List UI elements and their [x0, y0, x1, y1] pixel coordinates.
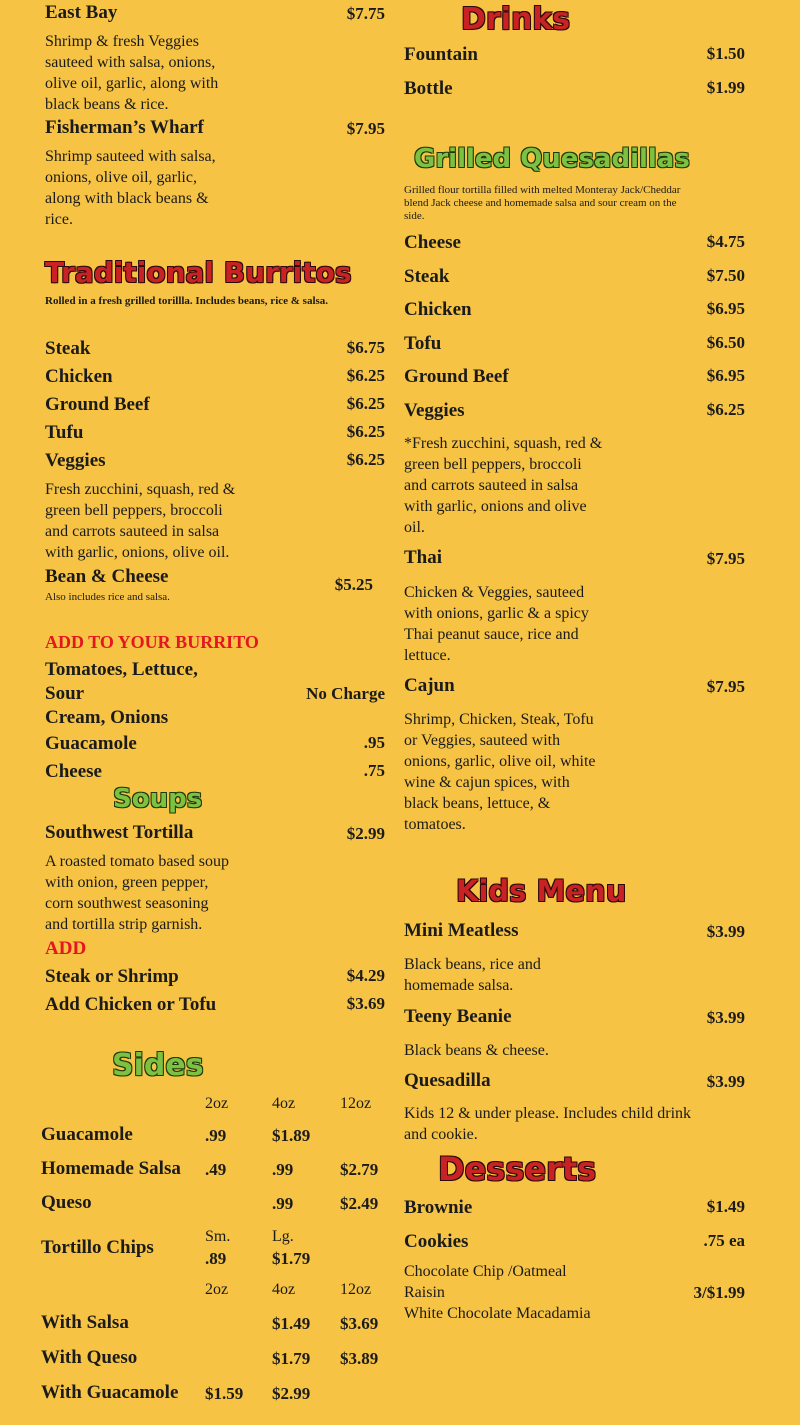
desc-line: olive oil, garlic, along with	[45, 75, 219, 92]
side-name: With Guacamole	[41, 1382, 179, 1403]
chips-price-small: .89	[205, 1249, 227, 1268]
chips-size-large: Lg.	[272, 1228, 294, 1245]
sides-col-12oz: 12oz	[340, 1281, 372, 1298]
item-price: $4.29	[346, 966, 385, 985]
item-price: $6.95	[706, 299, 745, 319]
section-title-desserts: Desserts	[438, 1150, 597, 1188]
subtitle-line: Grilled flour tortilla filled with melted Monteray Jack/Cheddar	[404, 184, 681, 196]
menu-item-note: Also includes rice and salsa.	[45, 591, 170, 603]
side-name: Homemade Salsa	[41, 1158, 181, 1179]
desc-line: black beans, lettuce, &	[404, 795, 551, 812]
desc-line: Chicken & Veggies, sauteed	[404, 584, 585, 601]
item-price: $6.95	[706, 366, 745, 386]
desc-line: along with black beans &	[45, 190, 209, 207]
side-price-4oz: $1.79	[272, 1349, 311, 1368]
desc-line: lettuce.	[404, 647, 451, 664]
item-name: Veggies	[45, 450, 106, 471]
list-item	[404, 78, 745, 112]
desc-line: onions, garlic, olive oil, white	[404, 753, 596, 770]
item-price: $6.25	[346, 450, 385, 469]
item-price: $6.25	[346, 394, 385, 413]
subtitle-line: side.	[404, 210, 425, 222]
menu-item-name: Cajun	[404, 675, 455, 696]
side-price-2oz: .49	[205, 1160, 227, 1179]
section-subtitle	[404, 184, 680, 223]
menu-item-description	[45, 31, 218, 115]
desc-line: with onion, green pepper,	[45, 874, 209, 891]
item-name: Veggies	[404, 399, 465, 421]
desc-line: and carrots sauteed in salsa	[404, 477, 579, 494]
item-price: $3.69	[346, 994, 385, 1013]
cookie-flavors	[404, 1261, 591, 1324]
list-item	[404, 266, 745, 300]
desc-line: black beans & rice.	[45, 96, 169, 113]
menu-item-description	[404, 954, 541, 996]
section-title-sides: Sides	[112, 1048, 204, 1083]
menu-item-description	[404, 1103, 691, 1145]
desc-line: rice.	[45, 211, 73, 228]
side-price-2oz: $1.59	[205, 1384, 244, 1403]
list-item	[45, 394, 385, 422]
desc-line: A roasted tomato based soup	[45, 853, 229, 870]
section-title-kids: Kids Menu	[456, 874, 627, 908]
item-price: $1.49	[706, 1197, 745, 1216]
menu-item-price: $5.25	[334, 575, 373, 594]
list-item	[45, 422, 385, 450]
subtitle-line: blend Jack cheese and homemade salsa and sour cream on the	[404, 197, 677, 209]
side-name: Tortillo Chips	[41, 1237, 154, 1258]
item-price: $1.99	[706, 78, 745, 97]
list-item	[404, 232, 745, 266]
item-price: $4.75	[706, 232, 745, 251]
side-name: Guacamole	[41, 1124, 133, 1145]
desc-line: and tortilla strip garnish.	[45, 916, 203, 933]
topping-line: Cream, Onions	[45, 707, 169, 728]
desc-line: Thai peanut sauce, rice and	[404, 626, 579, 643]
menu-item-price: $3.99	[706, 1072, 745, 1091]
quesadilla-list	[404, 232, 745, 434]
item-name: Guacamole	[45, 733, 137, 754]
cookie-bulk-price: 3/$1.99	[693, 1283, 745, 1302]
menu-item-description	[404, 582, 589, 666]
side-price-4oz: .99	[272, 1194, 294, 1213]
desc-line: corn southwest seasoning	[45, 895, 209, 912]
list-item	[45, 761, 385, 789]
item-name: Steak	[404, 265, 450, 287]
menu-item-name: Quesadilla	[404, 1070, 491, 1091]
free-toppings-price: No Charge	[306, 684, 385, 703]
list-item	[404, 1197, 745, 1231]
list-item	[45, 366, 385, 394]
item-name: Ground Beef	[404, 366, 509, 388]
item-price: .75	[363, 761, 385, 780]
desc-line: wine & cajun spices, with	[404, 774, 570, 791]
desc-line: Raisin	[404, 1284, 445, 1301]
section-title-quesadillas: Grilled Quesadillas	[414, 144, 690, 174]
desc-line: sauteed with salsa, onions,	[45, 54, 216, 71]
item-price: $6.75	[346, 338, 385, 357]
menu-item-description	[404, 1040, 549, 1061]
desc-line: green bell peppers, broccoli	[45, 502, 223, 519]
menu-item-name: East Bay	[45, 2, 118, 23]
add-label: ADD	[45, 938, 87, 959]
item-name: Steak	[45, 338, 91, 359]
list-item	[404, 299, 745, 333]
list-item	[404, 333, 745, 367]
section-subtitle: Rolled in a fresh grilled torillla. Includes beans, rice & salsa.	[45, 295, 329, 307]
desc-line: with garlic, onions and olive	[404, 498, 587, 515]
desc-line: Shrimp & fresh Veggies	[45, 33, 199, 50]
desc-line: with garlic, onions, olive oil.	[45, 544, 230, 561]
list-item	[45, 450, 385, 478]
side-price-12oz: $3.69	[340, 1314, 379, 1333]
list-item	[404, 44, 745, 78]
item-price: $6.25	[706, 399, 745, 419]
item-name: Cheese	[45, 761, 102, 782]
desc-line: Black beans & cheese.	[404, 1042, 549, 1059]
desc-line: green bell peppers, broccoli	[404, 456, 582, 473]
desc-line: onions, olive oil, garlic,	[45, 169, 197, 186]
desc-line: and cookie.	[404, 1126, 478, 1143]
menu-item-price: $7.95	[346, 119, 385, 138]
list-item	[45, 994, 385, 1022]
desc-line: Shrimp, Chicken, Steak, Tofu	[404, 711, 594, 728]
chips-size-small: Sm.	[205, 1228, 231, 1245]
topping-line: Sour	[45, 683, 85, 704]
desc-line: homemade salsa.	[404, 977, 514, 994]
section-title-soups: Soups	[113, 784, 203, 814]
list-item	[404, 1231, 745, 1265]
list-item	[404, 400, 745, 434]
desserts-list	[404, 1197, 745, 1265]
menu-item-name: Teeny Beanie	[404, 1006, 512, 1027]
side-price-12oz: $2.79	[340, 1160, 379, 1179]
add-to-burrito-label: ADD TO YOUR BURRITO	[45, 632, 259, 652]
sides-col-12oz: 12oz	[340, 1095, 372, 1112]
menu-item-description	[404, 433, 602, 538]
burrito-list	[45, 338, 385, 478]
side-name: With Queso	[41, 1347, 138, 1368]
side-price-4oz: .99	[272, 1160, 294, 1179]
menu-item-description	[45, 146, 216, 230]
section-title-drinks: Drinks	[461, 2, 571, 37]
menu-item-name: Southwest Tortilla	[45, 822, 194, 843]
item-name: Cheese	[404, 232, 461, 253]
desc-line: *Fresh zucchini, squash, red &	[404, 435, 603, 452]
soup-add-list	[45, 966, 385, 1022]
menu-item-name: Mini Meatless	[404, 920, 519, 941]
desc-line: White Chocolate Macadamia	[404, 1305, 591, 1322]
desc-line: Shrimp sauteed with salsa,	[45, 148, 216, 165]
menu-item-description	[45, 851, 229, 935]
item-name: Add Chicken or Tofu	[45, 994, 217, 1015]
sides-col-4oz: 4oz	[272, 1281, 296, 1298]
item-price: .95	[363, 733, 385, 752]
list-item	[45, 733, 385, 761]
menu-item-name: Bean & Cheese	[45, 566, 169, 587]
menu-item-price: $3.99	[706, 1008, 745, 1027]
list-item	[45, 966, 385, 994]
item-price: $6.25	[346, 366, 385, 385]
list-item	[404, 366, 745, 400]
item-price: $1.50	[706, 44, 745, 63]
item-name: Brownie	[404, 1197, 473, 1218]
desc-line: Chocolate Chip /Oatmeal	[404, 1263, 567, 1280]
side-price-12oz: $2.49	[340, 1194, 379, 1213]
item-price: $6.50	[706, 332, 745, 352]
menu-item-description	[404, 709, 596, 835]
menu-item-name: Thai	[404, 547, 443, 568]
desc-line: Black beans, rice and	[404, 956, 541, 973]
menu-item-description	[45, 479, 235, 563]
item-name: Tofu	[404, 332, 442, 354]
side-price-4oz: $2.99	[272, 1384, 311, 1403]
menu-item-price: $7.95	[706, 549, 745, 568]
sides-col-2oz: 2oz	[205, 1095, 229, 1112]
free-toppings	[45, 658, 198, 730]
desc-line: and carrots sauteed in salsa	[45, 523, 220, 540]
section-title-burritos: Traditional Burritos	[45, 256, 352, 289]
sides-col-2oz: 2oz	[205, 1281, 229, 1298]
desc-line: Fresh zucchini, squash, red &	[45, 481, 236, 498]
chips-price-large: $1.79	[272, 1249, 311, 1268]
menu-item-price: $3.99	[706, 922, 745, 941]
desc-line: oil.	[404, 519, 425, 536]
item-name: Fountain	[404, 44, 478, 65]
topping-line: Tomatoes, Lettuce,	[45, 659, 198, 680]
item-price: .75 ea	[703, 1231, 745, 1250]
menu-item-name: Fisherman’s Wharf	[45, 117, 204, 138]
side-name: Queso	[41, 1192, 92, 1213]
item-price: $7.50	[706, 265, 745, 285]
item-price: $6.25	[346, 422, 385, 441]
side-price-4oz: $1.49	[272, 1314, 311, 1333]
desc-line: Kids 12 & under please. Includes child drink	[404, 1105, 692, 1122]
side-price-4oz: $1.89	[272, 1126, 311, 1145]
item-name: Ground Beef	[45, 394, 150, 415]
item-name: Tufu	[45, 422, 84, 443]
side-name: With Salsa	[41, 1312, 129, 1333]
add-burrito-list	[45, 733, 385, 789]
desc-line: with onions, garlic & a spicy	[404, 605, 589, 622]
item-name: Chicken	[404, 299, 472, 321]
menu-item-price: $2.99	[346, 824, 385, 843]
side-price-2oz: .99	[205, 1126, 227, 1145]
item-name: Cookies	[404, 1231, 469, 1252]
menu-item-price: $7.75	[346, 4, 385, 23]
desc-line: tomatoes.	[404, 816, 466, 833]
menu-item-price: $7.95	[706, 677, 745, 696]
desc-line: or Veggies, sauteed with	[404, 732, 561, 749]
list-item	[45, 338, 385, 366]
item-name: Bottle	[404, 78, 453, 99]
item-name: Steak or Shrimp	[45, 966, 179, 987]
side-price-12oz: $3.89	[340, 1349, 379, 1368]
sides-col-4oz: 4oz	[272, 1095, 296, 1112]
item-name: Chicken	[45, 366, 113, 387]
drinks-list	[404, 44, 745, 112]
